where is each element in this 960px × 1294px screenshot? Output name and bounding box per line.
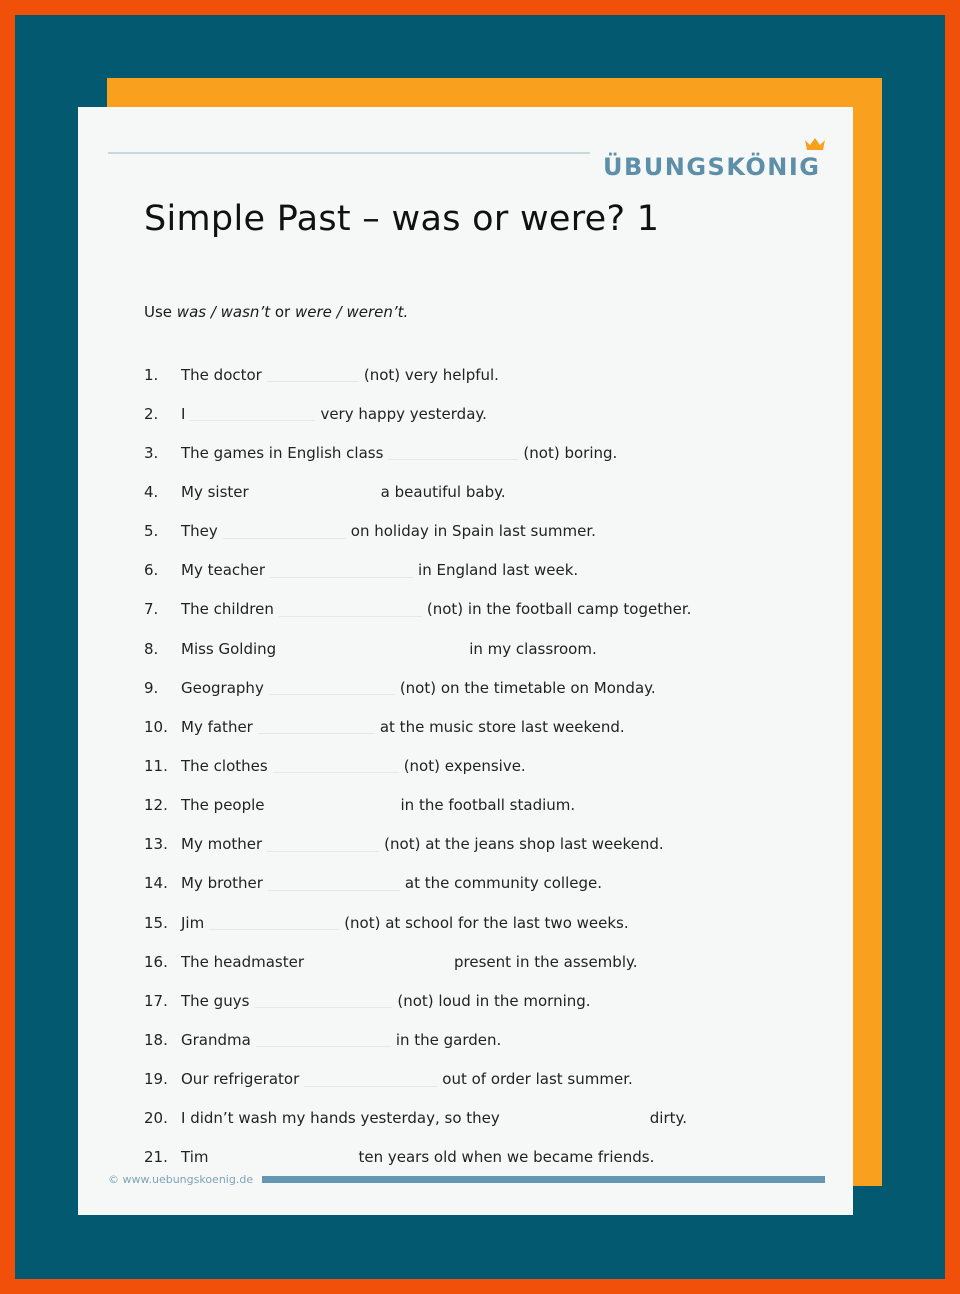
exercise-subject: The doctor <box>181 365 262 384</box>
exercise-number: 21. <box>144 1148 168 1167</box>
exercise-answer-blank[interactable] <box>281 641 464 656</box>
exercise-answer-blank[interactable] <box>209 915 339 930</box>
exercise-number: 5. <box>144 522 159 541</box>
exercise-predicate: (not) at school for the last two weeks. <box>344 913 629 932</box>
exercise-subject: The games in English class <box>181 443 384 462</box>
exercise-predicate: (not) in the football camp together. <box>426 600 692 619</box>
exercise-item <box>144 668 691 707</box>
instruction-option-was: was / wasn’t <box>176 303 271 321</box>
exercise-predicate: (not) boring. <box>523 443 618 462</box>
exercise-item <box>144 864 691 903</box>
exercise-item <box>144 629 691 668</box>
exercise-number: 13. <box>144 835 168 854</box>
exercise-answer-blank[interactable] <box>267 837 379 852</box>
exercise-predicate: at the music store last weekend. <box>379 717 625 736</box>
instruction <box>144 303 408 321</box>
exercise-item <box>144 355 691 394</box>
exercise-predicate: dirty. <box>649 1109 688 1128</box>
exercise-subject: My father <box>181 717 253 736</box>
exercise-answer-blank[interactable] <box>258 719 375 734</box>
exercise-predicate: (not) at the jeans shop last weekend. <box>384 835 664 854</box>
exercise-answer-blank[interactable] <box>309 954 449 969</box>
header-divider <box>108 152 590 154</box>
exercise-subject: The headmaster <box>181 952 305 971</box>
exercise-number: 20. <box>144 1109 168 1128</box>
exercise-number: 7. <box>144 600 159 619</box>
exercise-answer-blank[interactable] <box>267 367 359 382</box>
exercise-item <box>144 1099 691 1138</box>
footer-copyright: © www.uebungskoenig.de <box>108 1173 254 1186</box>
exercise-item <box>144 746 691 785</box>
exercise-number: 2. <box>144 404 159 423</box>
exercise-predicate: in the football stadium. <box>400 796 576 815</box>
exercise-item <box>144 1060 691 1099</box>
brand-logo-text: ÜBUNGSKÖNIG <box>603 153 821 181</box>
exercise-subject: The clothes <box>181 756 268 775</box>
exercise-item <box>144 394 691 433</box>
exercise-predicate: (not) expensive. <box>403 756 526 775</box>
crown-icon <box>804 137 826 151</box>
exercise-number: 12. <box>144 796 168 815</box>
exercise-answer-blank[interactable] <box>270 798 396 813</box>
exercise-predicate: a beautiful baby. <box>380 482 506 501</box>
exercise-predicate: out of order last summer. <box>442 1070 633 1089</box>
exercise-item <box>144 551 691 590</box>
instruction-prefix: Use <box>144 303 177 321</box>
exercise-answer-blank[interactable] <box>268 876 400 891</box>
page-title: Simple Past – was or were? 1 <box>144 199 660 239</box>
exercise-predicate: in my classroom. <box>469 639 597 658</box>
exercise-answer-blank[interactable] <box>304 1072 437 1087</box>
exercise-subject: Grandma <box>181 1030 251 1049</box>
brand-logo <box>603 145 820 179</box>
exercise-subject: Tim <box>181 1148 209 1167</box>
exercise-item <box>144 903 691 942</box>
exercise-item <box>144 433 691 472</box>
exercise-answer-blank[interactable] <box>254 484 376 499</box>
exercise-item <box>144 1020 691 1059</box>
instruction-option-were: were / weren’t. <box>294 303 409 321</box>
exercise-subject: My brother <box>181 874 263 893</box>
exercise-number: 15. <box>144 913 168 932</box>
exercise-predicate: on holiday in Spain last summer. <box>350 522 596 541</box>
exercise-item <box>144 472 691 511</box>
exercise-subject: Jim <box>181 913 205 932</box>
exercise-item <box>144 590 691 629</box>
exercise-subject: The guys <box>181 991 250 1010</box>
exercise-number: 4. <box>144 482 159 501</box>
exercise-answer-blank[interactable] <box>273 758 399 773</box>
exercise-number: 14. <box>144 874 168 893</box>
exercise-subject: I didn’t wash my hands yesterday, so they <box>181 1109 500 1128</box>
footer-bar <box>262 1176 825 1183</box>
exercise-number: 6. <box>144 561 159 580</box>
exercise-item <box>144 707 691 746</box>
instruction-middle: or <box>270 303 295 321</box>
exercise-subject: I <box>181 404 186 423</box>
exercise-answer-blank[interactable] <box>213 1150 353 1165</box>
exercise-predicate: in the garden. <box>395 1030 502 1049</box>
exercise-list <box>144 355 691 1177</box>
exercise-answer-blank[interactable] <box>388 445 518 460</box>
exercise-predicate: present in the assembly. <box>454 952 638 971</box>
exercise-number: 16. <box>144 952 168 971</box>
exercise-answer-blank[interactable] <box>279 602 422 617</box>
exercise-answer-blank[interactable] <box>505 1111 645 1126</box>
exercise-answer-blank[interactable] <box>269 680 395 695</box>
exercise-predicate: ten years old when we became friends. <box>358 1148 655 1167</box>
exercise-subject: Geography <box>181 678 264 697</box>
exercise-predicate: very happy yesterday. <box>320 404 487 423</box>
exercise-subject: My teacher <box>181 561 266 580</box>
exercise-number: 3. <box>144 443 159 462</box>
exercise-number: 9. <box>144 678 159 697</box>
exercise-number: 18. <box>144 1030 168 1049</box>
exercise-item <box>144 825 691 864</box>
exercise-item <box>144 942 691 981</box>
exercise-predicate: (not) on the timetable on Monday. <box>399 678 656 697</box>
exercise-predicate: (not) very helpful. <box>363 365 499 384</box>
exercise-number: 10. <box>144 717 168 736</box>
exercise-item <box>144 786 691 825</box>
exercise-subject: The children <box>181 600 274 619</box>
exercise-answer-blank[interactable] <box>254 993 392 1008</box>
exercise-subject: They <box>181 522 218 541</box>
exercise-number: 11. <box>144 756 168 775</box>
exercise-predicate: at the community college. <box>404 874 603 893</box>
exercise-item <box>144 512 691 551</box>
exercise-number: 8. <box>144 639 159 658</box>
exercise-number: 17. <box>144 991 168 1010</box>
exercise-subject: My sister <box>181 482 249 501</box>
exercise-subject: Our refrigerator <box>181 1070 300 1089</box>
exercise-predicate: in England last week. <box>418 561 579 580</box>
exercise-subject: My mother <box>181 835 263 854</box>
exercise-answer-blank[interactable] <box>270 563 413 578</box>
exercise-subject: The people <box>181 796 265 815</box>
exercise-number: 1. <box>144 365 159 384</box>
exercise-item <box>144 981 691 1020</box>
exercise-predicate: (not) loud in the morning. <box>397 991 591 1010</box>
exercise-subject: Miss Golding <box>181 639 277 658</box>
exercise-item <box>144 1138 691 1177</box>
exercise-answer-blank[interactable] <box>223 524 346 539</box>
exercise-answer-blank[interactable] <box>190 406 315 421</box>
exercise-number: 19. <box>144 1070 168 1089</box>
worksheet-paper <box>78 107 853 1215</box>
exercise-answer-blank[interactable] <box>256 1032 391 1047</box>
